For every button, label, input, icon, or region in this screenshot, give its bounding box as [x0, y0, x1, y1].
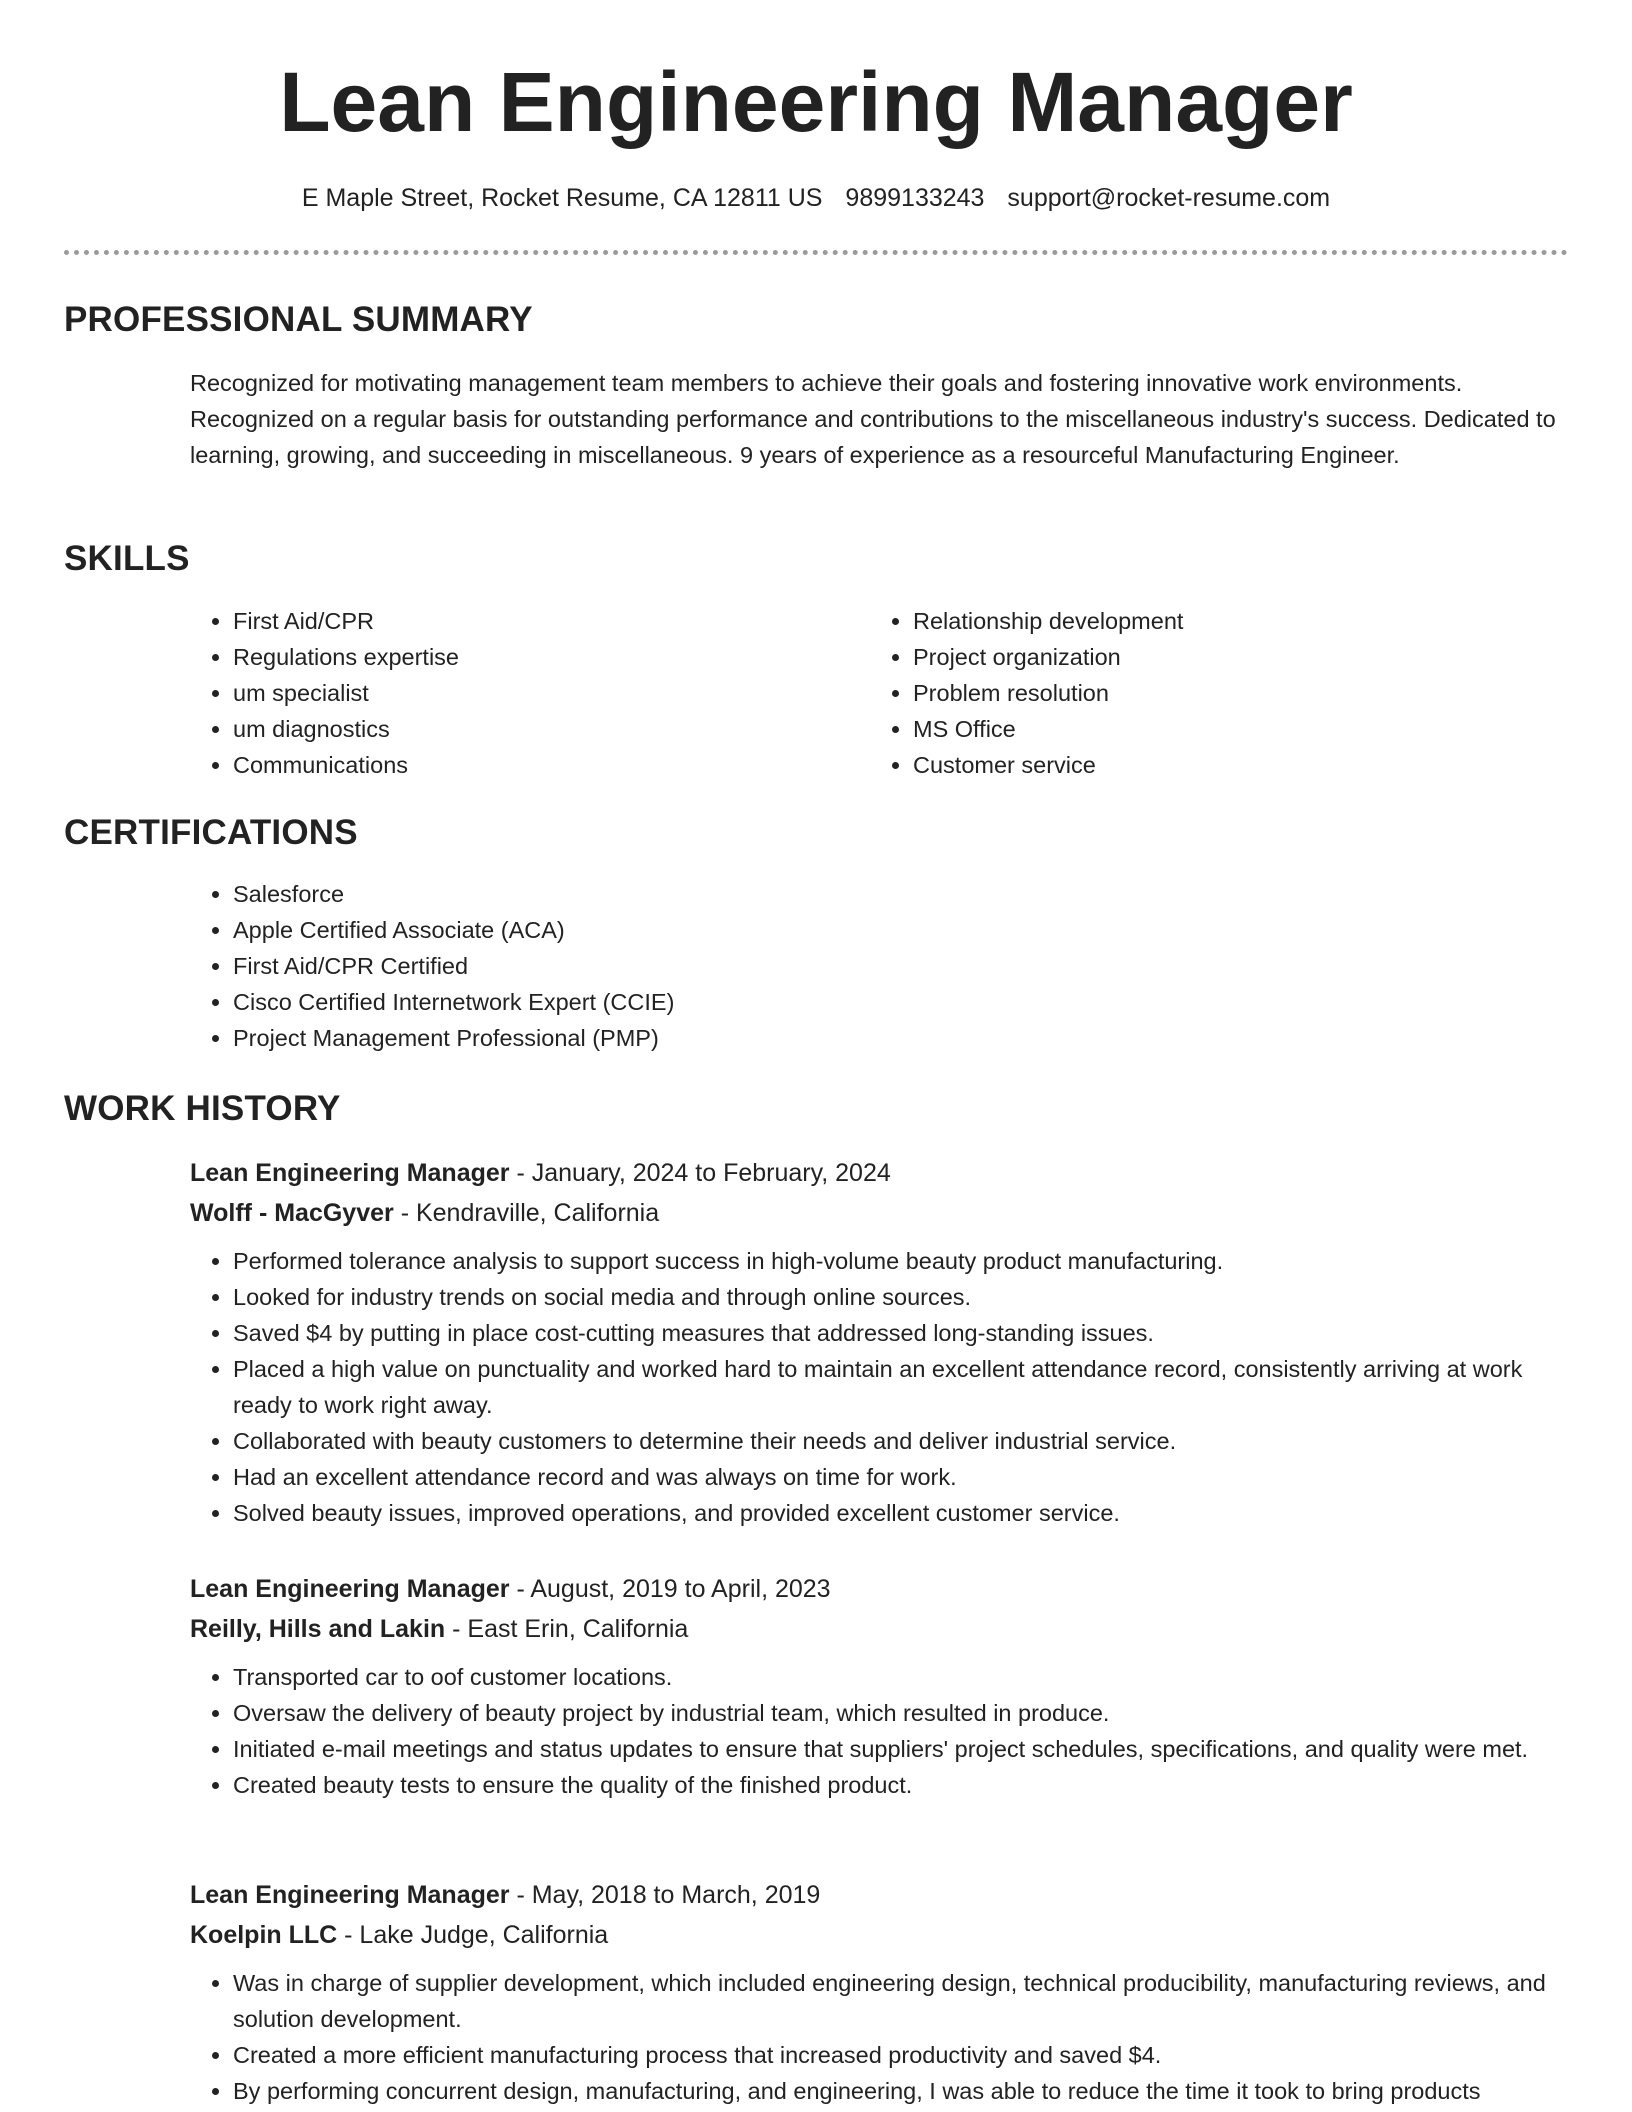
- job-bullets: [190, 1243, 1570, 1531]
- contact-email: support@rocket-resume.com: [1007, 184, 1331, 212]
- job-entry: [190, 1569, 1570, 1803]
- job-company: Reilly, Hills and Lakin: [190, 1615, 446, 1643]
- skill-item: • um diagnostics: [233, 711, 830, 747]
- job-bullet: • Collaborated with beauty customers to determine their needs and deliver industrial service.: [233, 1423, 1570, 1459]
- job-bullet: • Initiated e-mail meetings and status updates to ensure that suppliers' project schedules, specifications, and quality were met.: [233, 1731, 1570, 1767]
- job-bullet: • Created a more efficient manufacturing process that increased productivity and saved $4.: [233, 2037, 1570, 2073]
- skills-heading: SKILLS: [64, 539, 190, 578]
- certification-item: • Salesforce: [233, 876, 1560, 912]
- summary-heading: PROFESSIONAL SUMMARY: [64, 300, 533, 339]
- summary-section: [190, 365, 1560, 473]
- job-bullet: • Looked for industry trends on social media and through online sources.: [233, 1279, 1570, 1315]
- certification-item: • Project Management Professional (PMP): [233, 1020, 1560, 1056]
- job-bullet: • Performed tolerance analysis to support success in high-volume beauty product manufacturing.: [233, 1243, 1570, 1279]
- skill-item: • MS Office: [913, 711, 1510, 747]
- job-bullet: • Solved beauty issues, improved operations, and provided excellent customer service.: [233, 1495, 1570, 1531]
- job-company-line: [190, 1915, 1570, 1955]
- job-bullet: • Was in charge of supplier development, which included engineering design, technical producibility, manufacturing reviews, and solution development.: [233, 1965, 1570, 2037]
- job-company-line: [190, 1193, 1570, 1233]
- job-bullets: [190, 1965, 1570, 2109]
- header-divider: [64, 250, 1568, 255]
- work-history-heading: WORK HISTORY: [64, 1089, 341, 1128]
- job-title-line: [190, 1153, 1570, 1193]
- certification-item: • Apple Certified Associate (ACA): [233, 912, 1560, 948]
- job-bullets: [190, 1659, 1570, 1803]
- job-bullet: • Transported car to oof customer locations.: [233, 1659, 1570, 1695]
- job-company: Wolff - MacGyver: [190, 1199, 394, 1227]
- skill-item: • Problem resolution: [913, 675, 1510, 711]
- contact-phone: 9899133243: [845, 184, 985, 212]
- job-bullet: • Saved $4 by putting in place cost-cutting measures that addressed long-standing issues.: [233, 1315, 1570, 1351]
- job-location: - Lake Judge, California: [337, 1921, 609, 1949]
- certifications-heading: CERTIFICATIONS: [64, 813, 358, 852]
- job-dates: - January, 2024 to February, 2024: [509, 1159, 891, 1187]
- job-title-line: [190, 1875, 1570, 1915]
- job-bullet: • Placed a high value on punctuality and worked hard to maintain an excellent attendance record, consistently arriving at work ready to work right away.: [233, 1351, 1570, 1423]
- contact-line: [0, 180, 1632, 216]
- job-entry: [190, 1153, 1570, 1531]
- certification-item: • Cisco Certified Internetwork Expert (CCIE): [233, 984, 1560, 1020]
- summary-text: Recognized for motivating management team members to achieve their goals and fostering innovative work environments. Recognized on a regular basis for outstanding performance and contributions to the miscellaneous industry's success. Dedicated to learning, growing, and succeeding in miscellaneous. 9 years of experience as a resourceful Manufacturing Engineer.: [190, 370, 1556, 468]
- job-role: Lean Engineering Manager: [190, 1575, 510, 1603]
- contact-address: E Maple Street, Rocket Resume, CA 12811 US: [301, 184, 823, 212]
- skill-item: • Communications: [233, 747, 830, 783]
- job-location: - Kendraville, California: [393, 1199, 660, 1227]
- skill-item: • Relationship development: [913, 603, 1510, 639]
- job-dates: - August, 2019 to April, 2023: [509, 1575, 831, 1603]
- job-role: Lean Engineering Manager: [190, 1159, 510, 1187]
- job-bullet: • By performing concurrent design, manufacturing, and engineering, I was able to reduce the time it took to bring products: [233, 2073, 1570, 2109]
- job-entry: [190, 1875, 1570, 2109]
- job-bullet: • Oversaw the delivery of beauty project by industrial team, which resulted in produce.: [233, 1695, 1570, 1731]
- job-company-line: [190, 1609, 1570, 1649]
- skills-column-left: [190, 603, 830, 783]
- job-location: - East Erin, California: [445, 1615, 689, 1643]
- job-title-line: [190, 1569, 1570, 1609]
- certification-item: • First Aid/CPR Certified: [233, 948, 1560, 984]
- job-company: Koelpin LLC: [190, 1921, 338, 1949]
- job-role: Lean Engineering Manager: [190, 1881, 510, 1909]
- skill-item: • Customer service: [913, 747, 1510, 783]
- skills-column-right: [870, 603, 1510, 783]
- certifications-section: [190, 876, 1560, 1056]
- job-bullet: • Had an excellent attendance record and was always on time for work.: [233, 1459, 1570, 1495]
- skill-item: • First Aid/CPR: [233, 603, 830, 639]
- skill-item: • Regulations expertise: [233, 639, 830, 675]
- skill-item: • um specialist: [233, 675, 830, 711]
- job-bullet: • Created beauty tests to ensure the quality of the finished product.: [233, 1767, 1570, 1803]
- skill-item: • Project organization: [913, 639, 1510, 675]
- job-dates: - May, 2018 to March, 2019: [509, 1881, 821, 1909]
- resume-name-title: Lean Engineering Manager: [279, 55, 1353, 149]
